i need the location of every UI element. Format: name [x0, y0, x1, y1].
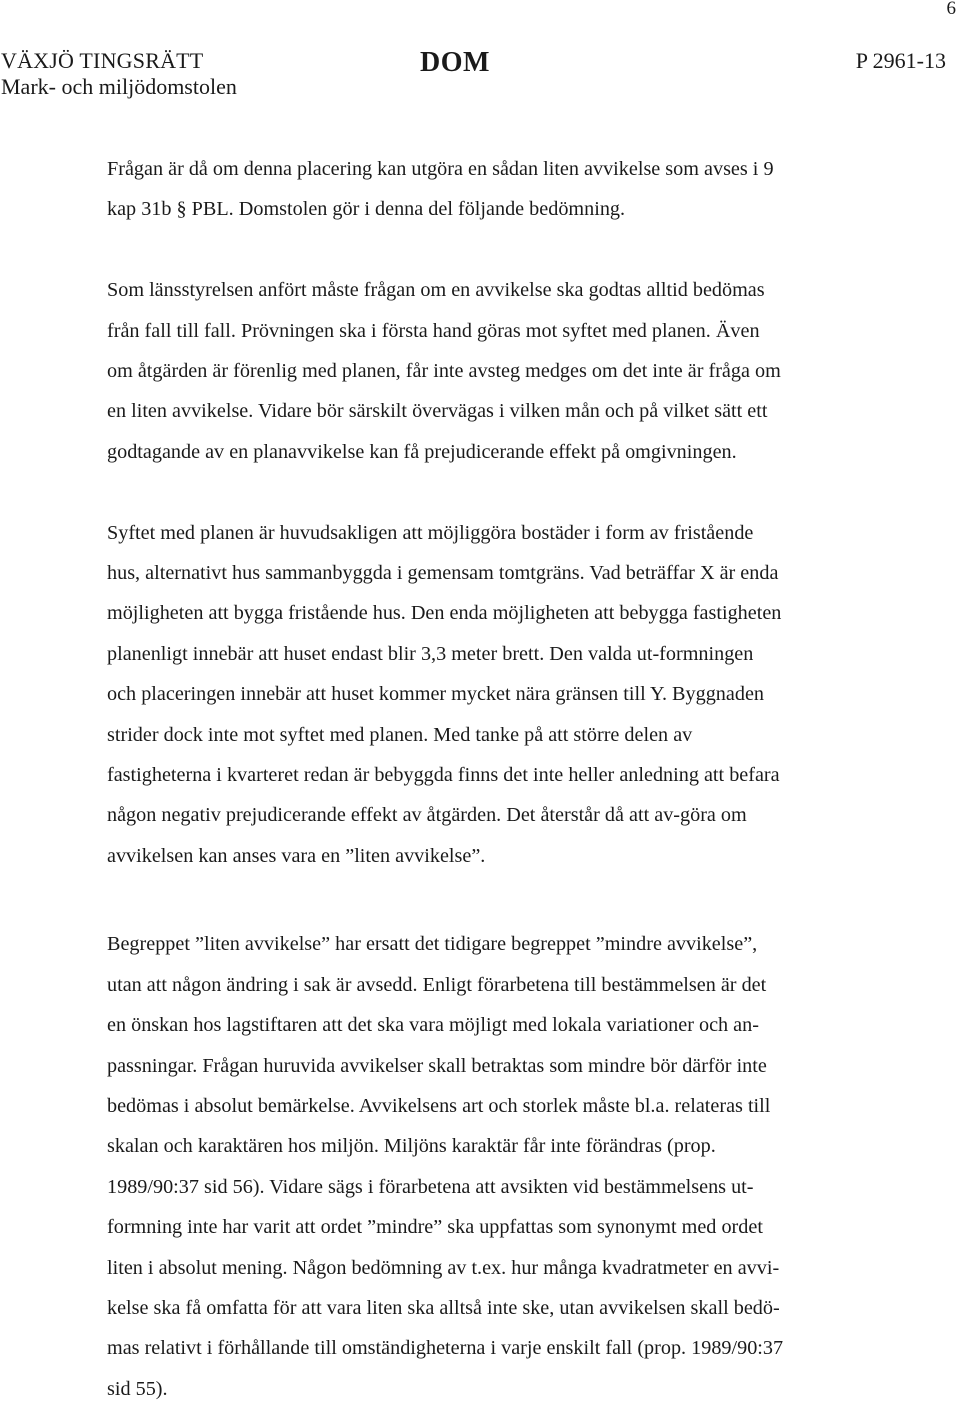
text-line: Frågan är då om denna placering kan utgöra en sådan liten avvikelse som avses i 9 [107, 158, 774, 180]
text-line: sid 55). [107, 1377, 168, 1400]
text-line: möjligheten att bygga fristående hus. Den enda möjligheten att bebygga fastigheten [107, 602, 782, 625]
text-line: Begreppet ”liten avvikelse” har ersatt det tidigare begreppet ”mindre avvikelse”, [107, 933, 758, 956]
text-line: passningar. Frågan huruvida avvikelser skall betraktas som mindre bör därför inte [107, 1054, 767, 1077]
text-line: och placeringen innebär att huset kommer mycket nära gränsen till Y. Byggnaden [107, 683, 765, 706]
text-line: liten i absolut mening. Någon bedömning av t.ex. hur många kvadratmeter en avvi- [107, 1256, 780, 1279]
text-line: kelse ska få omfatta för att vara liten ska alltså inte ske, utan avvikelsen skall bedö- [107, 1296, 780, 1319]
paragraph-1 [107, 149, 897, 230]
paragraph-gap [107, 230, 897, 270]
text-line: fastigheterna i kvarteret redan är bebyggda finns det inte heller anledning att befara [107, 764, 780, 787]
paragraph-2 [107, 270, 897, 472]
document-type: DOM [420, 47, 490, 78]
text-line: kap 31b § PBL. Domstolen gör i denna del följande bedömning. [107, 198, 626, 221]
text-line: om åtgärden är förenlig med planen, får inte avsteg medges om det inte är fråga om [107, 360, 781, 383]
text-line: godtagande av en planavvikelse kan få prejudicerande effekt på omgivningen. [107, 440, 737, 463]
text-line: planenligt innebär att huset endast blir 3,3 meter brett. Den valda ut-formningen [107, 642, 754, 665]
text-line: 1989/90:37 sid 56). Vidare sägs i förarbetena att avsikten vid bestämmelsens ut- [107, 1175, 754, 1198]
court-division: Mark- och miljödomstolen [1, 74, 237, 99]
text-line: från fall till fall. Prövningen ska i första hand göras mot syftet med planen. Även [107, 319, 760, 342]
text-line: avvikelsen kan anses vara en ”liten avvikelse”. [107, 844, 486, 867]
document-header [0, 48, 960, 104]
court-name: VÄXJÖ TINGSRÄTT [1, 48, 204, 73]
text-line: skalan och karaktären hos miljön. Miljöns karaktär får inte förändras (prop. [107, 1135, 716, 1158]
text-line: någon negativ prejudicerande effekt av åtgärden. Det återstår då att av-göra om [107, 804, 747, 827]
text-line: utan att någon ändring i sak är avsedd. Enligt förarbetena till bestämmelsen är det [107, 973, 767, 996]
paragraph-gap [107, 472, 897, 512]
paragraph-4 [107, 924, 897, 1409]
text-line: Syftet med planen är huvudsakligen att möjliggöra bostäder i form av fristående [107, 521, 754, 544]
page-number: 6 [946, 0, 956, 19]
paragraph-3 [107, 513, 897, 877]
text-line: Som länsstyrelsen anfört måste frågan om en avvikelse ska godtas alltid bedömas [107, 279, 765, 302]
text-line: bedömas i absolut bemärkelse. Avvikelsens art och storlek måste bl.a. relateras till [107, 1094, 771, 1117]
document-body [107, 149, 897, 1409]
text-line: mas relativt i förhållande till omständigheterna i varje enskilt fall (prop. 1989/90:37 [107, 1337, 784, 1360]
text-line: formning inte har varit att ordet ”mindre” ska uppfattas som synonymt med ordet [107, 1216, 763, 1239]
text-line: strider dock inte mot syftet med planen. Med tanke på att större delen av [107, 723, 693, 746]
text-line: hus, alternativt hus sammanbyggda i gemensam tomtgräns. Vad beträffar X är enda [107, 562, 779, 585]
text-line: en önskan hos lagstiftaren att det ska vara möjligt med lokala variationer och an- [107, 1014, 759, 1037]
case-number: P 2961-13 [855, 48, 946, 73]
text-line: en liten avvikelse. Vidare bör särskilt övervägas i vilken mån och på vilket sätt ett [107, 400, 768, 423]
paragraph-gap [107, 876, 897, 924]
